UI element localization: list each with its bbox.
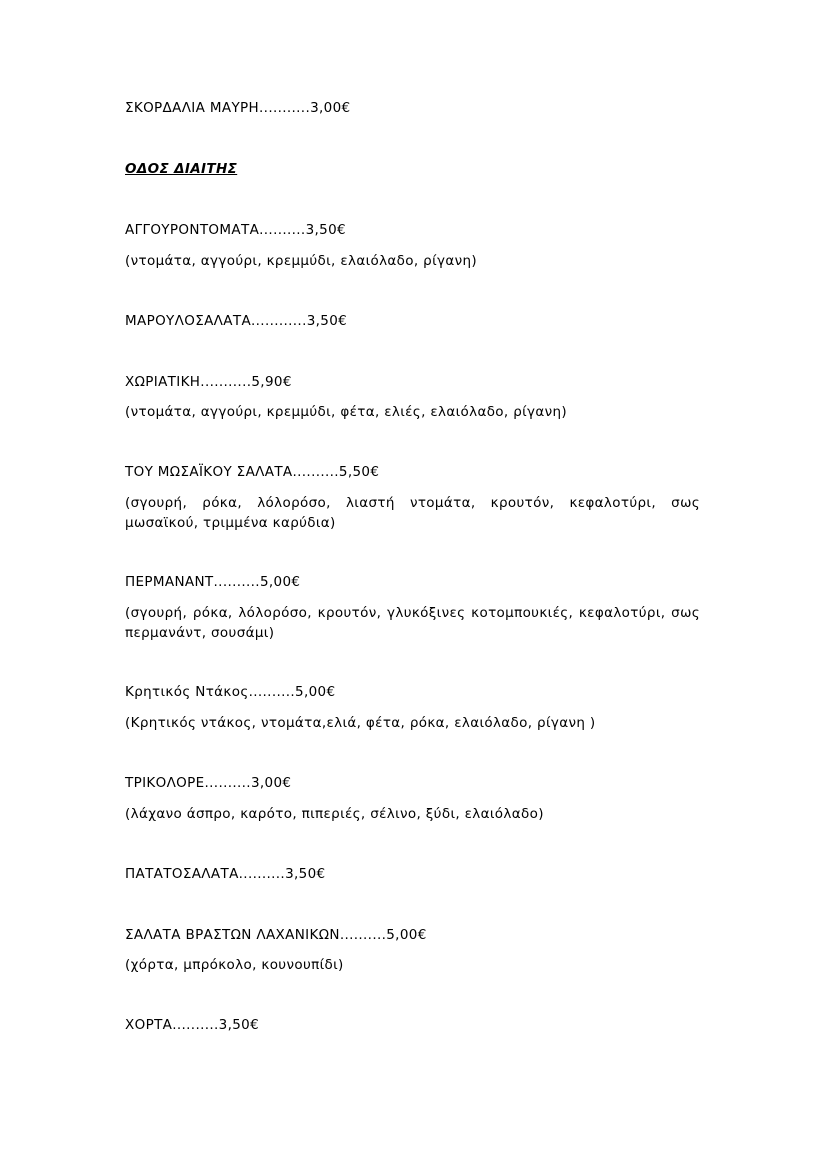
menu-item-trikolore: ΤΡΙΚΟΛΟΡΕ..........3,00€	[125, 775, 292, 791]
menu-item-description: (χόρτα, μπρόκολο, κουνουπίδι)	[125, 957, 344, 973]
menu-item-agourontomata: ΑΓΓΟΥΡΟΝΤΟΜΑΤΑ..........3,50€	[125, 222, 346, 238]
menu-item-description: (σγουρή, ρόκα, λόλορόσο, λιαστή ντομάτα, κρουτόν, κεφαλοτύρι, σως μωσαϊκού, τριμμένα καρύδια)	[125, 495, 700, 531]
menu-item-description: (Κρητικός ντάκος, ντομάτα,ελιά, φέτα, ρόκα, ελαιόλαδο, ρίγανη )	[125, 715, 596, 731]
menu-item-patatosalata: ΠΑΤΑΤΟΣΑΛΑΤΑ..........3,50€	[125, 866, 326, 882]
menu-item-chorta: ΧΟΡΤΑ..........3,50€	[125, 1017, 260, 1033]
menu-item-salata-vraston-lachanikon: ΣΑΛΑΤΑ ΒΡΑΣΤΩΝ ΛΑΧΑΝΙΚΩΝ..........5,00€	[125, 927, 427, 943]
section-heading-odos-diaitis: ΟΔΟΣ ΔΙΑΙΤΗΣ	[125, 161, 238, 177]
menu-item-description: (ντομάτα, αγγούρι, κρεμμύδι, φέτα, ελιές, ελαιόλαδο, ρίγανη)	[125, 404, 568, 420]
menu-item-description: (λάχανο άσπρο, καρότο, πιπεριές, σέλινο, ξύδι, ελαιόλαδο)	[125, 806, 544, 822]
menu-item-description: (σγουρή, ρόκα, λόλορόσο, κρουτόν, γλυκόξινες κοτομπουκιές, κεφαλοτύρι, σως περμανάντ, σουσάμι)	[125, 605, 700, 641]
menu-item-maroulosalata: ΜΑΡΟΥΛΟΣΑΛΑΤΑ............3,50€	[125, 313, 348, 329]
menu-item-kritikos-ntakos: Κρητικός Ντάκος..........5,00€	[125, 684, 336, 700]
menu-item-description: (ντομάτα, αγγούρι, κρεμμύδι, ελαιόλαδο, ρίγανη)	[125, 253, 478, 269]
menu-item-choriatiki: ΧΩΡΙΑΤΙΚΗ...........5,90€	[125, 374, 292, 390]
menu-item-permanant: ΠΕΡΜΑΝΑΝΤ..........5,00€	[125, 574, 301, 590]
menu-item-mosaikou-salata: ΤΟΥ ΜΩΣΑΪΚΟΥ ΣΑΛΑΤΑ..........5,50€	[125, 464, 380, 480]
menu-item-skordalia-mavri: ΣΚΟΡΔΑΛΙΑ ΜΑΥΡΗ...........3,00€	[125, 100, 351, 116]
